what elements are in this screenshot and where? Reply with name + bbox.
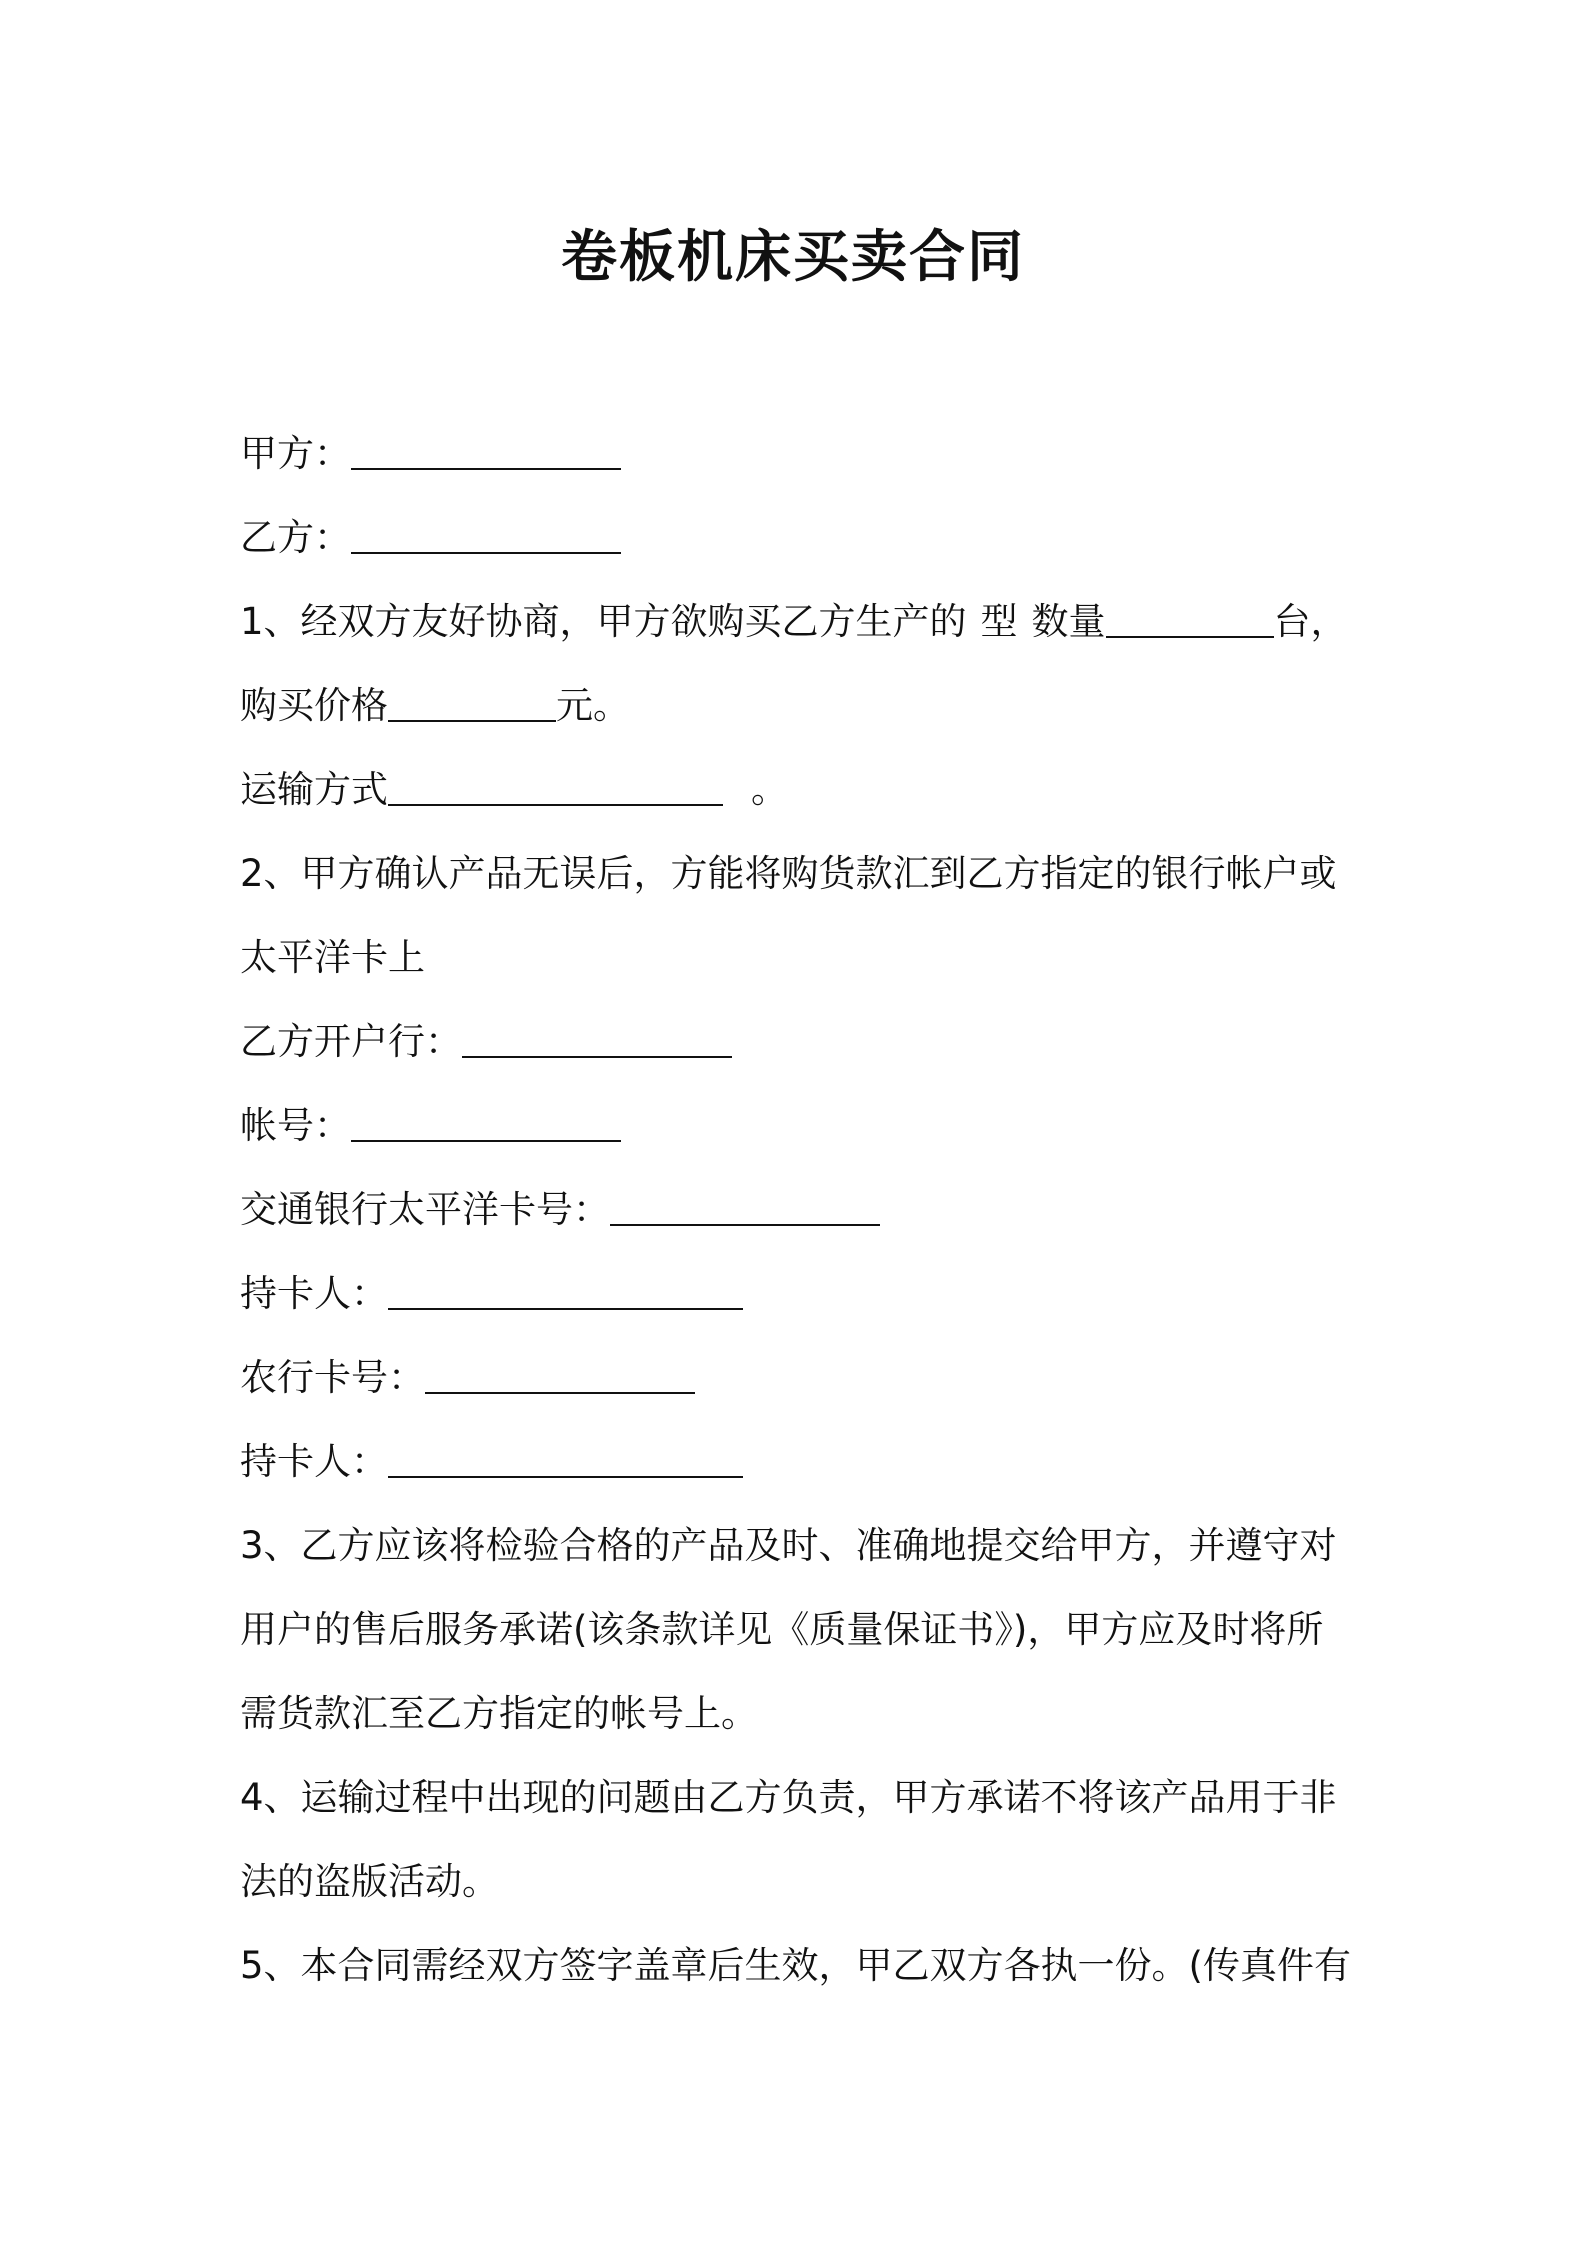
account-label: 帐号： [240,1104,351,1147]
party-b-label: 乙方： [240,516,351,559]
party-a-line [240,412,1360,496]
clause-4-line-2: 法的盗版活动。 [240,1860,499,1903]
bank-line [240,1000,1360,1084]
clause-1-text-e: 购买价格 [240,684,388,727]
transport-line [240,748,1360,832]
abc-card-blank [425,1348,695,1394]
price-blank [388,676,556,722]
transport-end: 。 [751,768,788,811]
holder-1-line [240,1252,1360,1336]
clause-1-text-d: 台， [1273,600,1348,643]
holder-1-label: 持卡人： [240,1272,388,1315]
clause-1-line-1 [240,580,1360,664]
bank-blank [462,1012,732,1058]
quantity-blank [1106,592,1274,638]
party-a-label: 甲方： [240,432,351,475]
holder-1-blank [388,1264,743,1310]
pacific-card-label: 交通银行太平洋卡号： [240,1188,610,1231]
party-b-line [240,496,1360,580]
clause-2-line-2: 太平洋卡上 [240,936,425,979]
pacific-card-blank [610,1180,880,1226]
holder-2-line [240,1420,1360,1504]
transport-blank [388,760,723,806]
abc-card-line [240,1336,1360,1420]
clause-1-text-f: 元。 [556,684,630,727]
abc-card-label: 农行卡号： [240,1356,425,1399]
transport-label: 运输方式 [240,768,388,811]
party-b-blank [351,508,621,554]
contract-body [240,412,1360,2008]
contract-title: 卷板机床买卖合同 [561,225,1025,290]
clause-4-line-1: 4、运输过程中出现的问题由乙方负责，甲方承诺不将该产品用于非 [240,1776,1337,1819]
clause-1-line-2 [240,664,1360,748]
pacific-card-line [240,1168,1360,1252]
account-blank [351,1096,621,1142]
party-a-blank [351,424,621,470]
clause-1-text-b: 型 [980,600,1018,643]
bank-label: 乙方开户行： [240,1020,462,1063]
clause-3-line-2: 用户的售后服务承诺(该条款详见《质量保证书》)，甲方应及时将所 [240,1608,1324,1651]
account-line [240,1084,1360,1168]
clause-1-text-c: 数量 [1031,600,1106,643]
holder-2-label: 持卡人： [240,1440,388,1483]
clause-5-line-1: 5、本合同需经双方签字盖章后生效，甲乙双方各执一份。(传真件有 [240,1944,1351,1987]
clause-3-line-1: 3、乙方应该将检验合格的产品及时、准确地提交给甲方，并遵守对 [240,1524,1337,1567]
clause-2-line-1: 2、甲方确认产品无误后，方能将购货款汇到乙方指定的银行帐户或 [240,852,1337,895]
clause-3-line-3: 需货款汇至乙方指定的帐号上。 [240,1692,758,1735]
clause-1-text-a: 1、经双方友好协商，甲方欲购买乙方生产的 [240,600,967,643]
holder-2-blank [388,1432,743,1478]
